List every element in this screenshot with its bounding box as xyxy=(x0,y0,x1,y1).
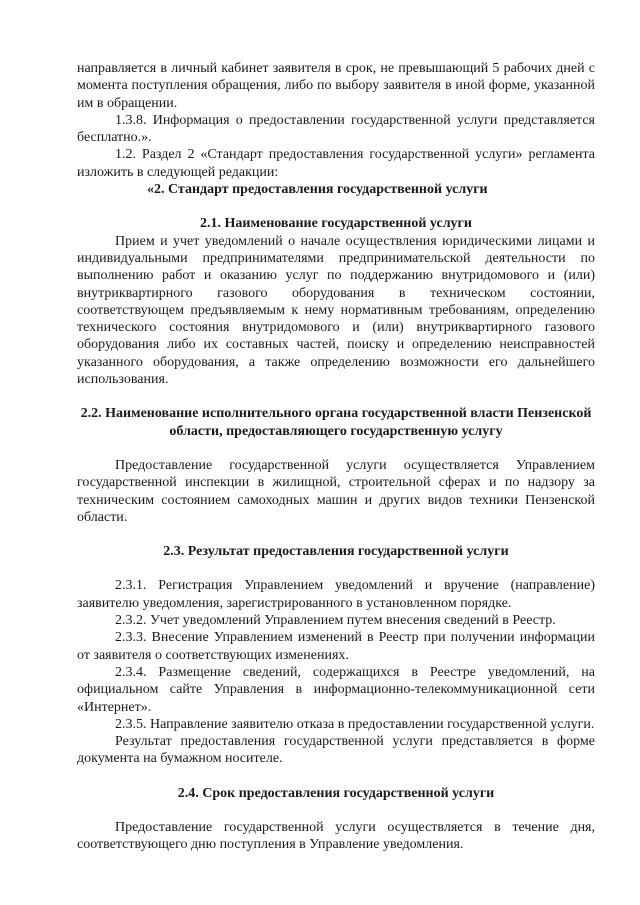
paragraph-2-4-body: Предоставление государственной услуги осуществляется в течение дня, соответствующего дню поступления в Управление уведомления. xyxy=(77,819,595,853)
spacer xyxy=(77,560,595,577)
spacer xyxy=(77,388,595,405)
spacer xyxy=(77,198,595,215)
section-2-3-heading: 2.3. Результат предоставления государственной услуги xyxy=(163,544,509,560)
document-page xyxy=(77,60,595,854)
paragraph-intro-continuation: направляется в личный кабинет заявителя в срок, не превышающий 5 рабочих дней с момента поступления обращения, либо по выбору заявителя в иной форме, указанной им в обращении. xyxy=(77,61,595,111)
paragraph-2-3-5: 2.3.5. Направление заявителю отказа в предоставлении государственной услуги. xyxy=(115,716,595,732)
spacer xyxy=(77,440,595,457)
paragraph-2-3-2: 2.3.2. Учет уведомлений Управлением путем внесения сведений в Реестр. xyxy=(115,613,556,629)
paragraph-1-3-8: 1.3.8. Информация о предоставлении государственной услуги представляется бесплатно.». xyxy=(77,112,595,146)
section-2-1-heading: 2.1. Наименование государственной услуги xyxy=(200,216,472,232)
spacer xyxy=(77,768,595,785)
paragraph-2-3-3: 2.3.3. Внесение Управлением изменений в Реестр при получении информации от заявителя о соответствующих изменениях. xyxy=(77,630,595,663)
paragraph-2-3-result: Результат предоставления государственной услуги представляется в форме документа на бумажном носителе. xyxy=(77,734,595,767)
paragraph-2-3-1: 2.3.1. Регистрация Управлением уведомлений и вручение (направление) заявителю уведомления, зарегистрированного в установленном порядке. xyxy=(77,578,595,611)
section-2-2-heading: 2.2. Наименование исполнительного органа государственной власти Пензенской области, предоставляющего государственную услугу xyxy=(80,406,592,439)
spacer xyxy=(77,802,595,819)
paragraph-1-2: 1.2. Раздел 2 «Стандарт предоставления государственной услуги» регламента изложить в следующей редакции: xyxy=(77,147,595,180)
section-2-heading: «2. Стандарт предоставления государственной услуги xyxy=(147,182,488,198)
paragraph-2-3-4: 2.3.4. Размещение сведений, содержащихся в Реестре уведомлений, на официальном сайте Управления в информационно-телекоммуникационной сети «Интернет». xyxy=(77,664,595,715)
spacer xyxy=(77,526,595,543)
paragraph-2-1-body: Прием и учет уведомлений о начале осуществления юридическими лицами и индивидуальными предпринимателями предпринимательской деятельности по выполнению работ и оказанию услуг по поддержанию внутридомового и (или) внутриквартирного газового оборудования в техническом состоянии, соответствующем предъявляемым к нему нормативным требованиям, определению технического состояния внутридомового и (или) внутриквартирного газового оборудования либо их составных частей, поиску и определению неисправностей указанного оборудования, а также определению возможности его дальнейшего использования. xyxy=(77,233,595,388)
paragraph-2-2-body: Предоставление государственной услуги осуществляется Управлением государственной инспекции в жилищной, строительной сферах и по надзору за техническим состоянием самоходных машин и других видов техники Пензенской области. xyxy=(77,457,595,525)
section-2-4-heading: 2.4. Срок предоставления государственной услуги xyxy=(177,785,495,801)
